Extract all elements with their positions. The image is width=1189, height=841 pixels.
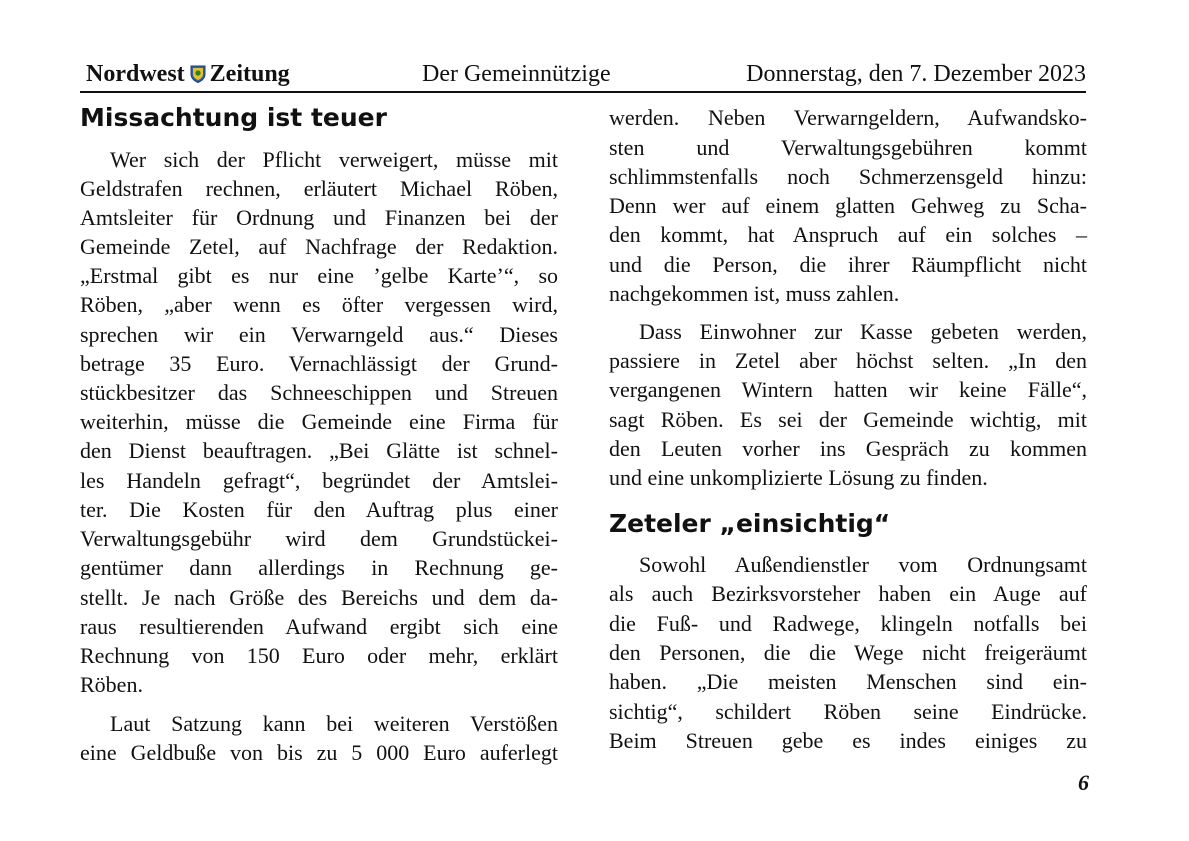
text-line: den kommt, hat Anspruch auf ein solches – — [609, 222, 1087, 247]
text-line: werden. Neben Verwarngeldern, Aufwandsko- — [609, 105, 1087, 130]
text-line: und die Person, die ihrer Räumpflicht nicht — [609, 252, 1087, 277]
text-line: weiterhin, müsse die Gemeinde eine Firma für — [80, 409, 558, 434]
text-line: nachgekommen ist, muss zahlen. — [609, 281, 900, 306]
text-line: und eine unkomplizierte Lösung zu finden. — [609, 465, 988, 490]
coat-of-arms-icon — [190, 62, 206, 80]
section-title: Der Gemeinnützige — [422, 61, 611, 87]
text-line: Wer sich der Pflicht verweigert, müsse mit — [110, 147, 558, 172]
text-line: den Dienst beauftragen. „Bei Glätte ist schnel- — [80, 438, 558, 463]
text-line: sprechen wir ein Verwarngeld aus.“ Dieses — [80, 322, 558, 347]
text-line: Röben. — [80, 672, 143, 697]
newspaper-brand — [86, 60, 290, 88]
brand-name-part2: Zeitung — [209, 61, 290, 87]
text-line: ter. Die Kosten für den Auftrag plus einer — [80, 497, 558, 522]
article-subheading: Zeteler „einsichtig“ — [609, 509, 891, 538]
text-line: sagt Röben. Es sei der Gemeinde wichtig, mit — [609, 407, 1087, 432]
text-line: Beim Streuen gebe es indes einiges zu — [609, 728, 1087, 753]
text-line: les Handeln gefragt“, begründet der Amtslei- — [80, 468, 558, 493]
header-rule — [80, 91, 1086, 93]
brand-name-part1: Nordwest — [86, 61, 185, 87]
text-line: Amtsleiter für Ordnung und Finanzen bei der — [80, 205, 558, 230]
text-line: Geldstrafen rechnen, erläutert Michael Röben, — [80, 176, 558, 201]
text-line: Laut Satzung kann bei weiteren Verstößen — [110, 711, 558, 736]
text-line: „Erstmal gibt es nur eine ’gelbe Karte’“, so — [80, 263, 558, 288]
text-line: schlimmstenfalls noch Schmerzensgeld hinzu: — [609, 164, 1087, 189]
text-line: gentümer dann allerdings in Rechnung ge- — [80, 555, 558, 580]
text-line: stückbesitzer das Schneeschippen und Streuen — [80, 380, 558, 405]
text-line: Röben, „aber wenn es öfter vergessen wird, — [80, 292, 558, 317]
text-line: vergangenen Wintern hatten wir keine Fälle“, — [609, 377, 1087, 402]
text-line: den Personen, die die Wege nicht freigeräumt — [609, 640, 1087, 665]
text-line: betrage 35 Euro. Vernachlässigt der Grund- — [80, 351, 558, 376]
text-line: sten und Verwaltungsgebühren kommt — [609, 135, 1087, 160]
text-line: stellt. Je nach Größe des Bereichs und dem da- — [80, 585, 558, 610]
text-line: eine Geldbuße von bis zu 5 000 Euro auferlegt — [80, 740, 558, 765]
text-line: die Fuß- und Radwege, klingeln notfalls bei — [609, 611, 1087, 636]
text-line: Rechnung von 150 Euro oder mehr, erklärt — [80, 643, 558, 668]
text-line: raus resultierenden Aufwand ergibt sich eine — [80, 614, 558, 639]
text-line: Denn wer auf einem glatten Gehweg zu Scha- — [609, 193, 1087, 218]
text-line: den Leuten vorher ins Gespräch zu kommen — [609, 436, 1087, 461]
text-line: sichtig“, schildert Röben seine Eindrücke. — [609, 699, 1087, 724]
page-number: 6 — [1078, 770, 1089, 795]
text-line: Gemeinde Zetel, auf Nachfrage der Redaktion. — [80, 234, 558, 259]
publication-date: Donnerstag, den 7. Dezember 2023 — [746, 61, 1086, 87]
text-line: passiere in Zetel aber höchst selten. „In den — [609, 348, 1087, 373]
article-heading: Missachtung ist teuer — [80, 103, 387, 132]
text-line: Dass Einwohner zur Kasse gebeten werden, — [639, 319, 1087, 344]
text-line: Verwaltungsgebühr wird dem Grundstückei- — [80, 526, 558, 551]
text-line: haben. „Die meisten Menschen sind ein- — [609, 669, 1087, 694]
text-line: Sowohl Außendienstler vom Ordnungsamt — [639, 552, 1087, 577]
text-line: als auch Bezirksvorsteher haben ein Auge auf — [609, 581, 1087, 606]
